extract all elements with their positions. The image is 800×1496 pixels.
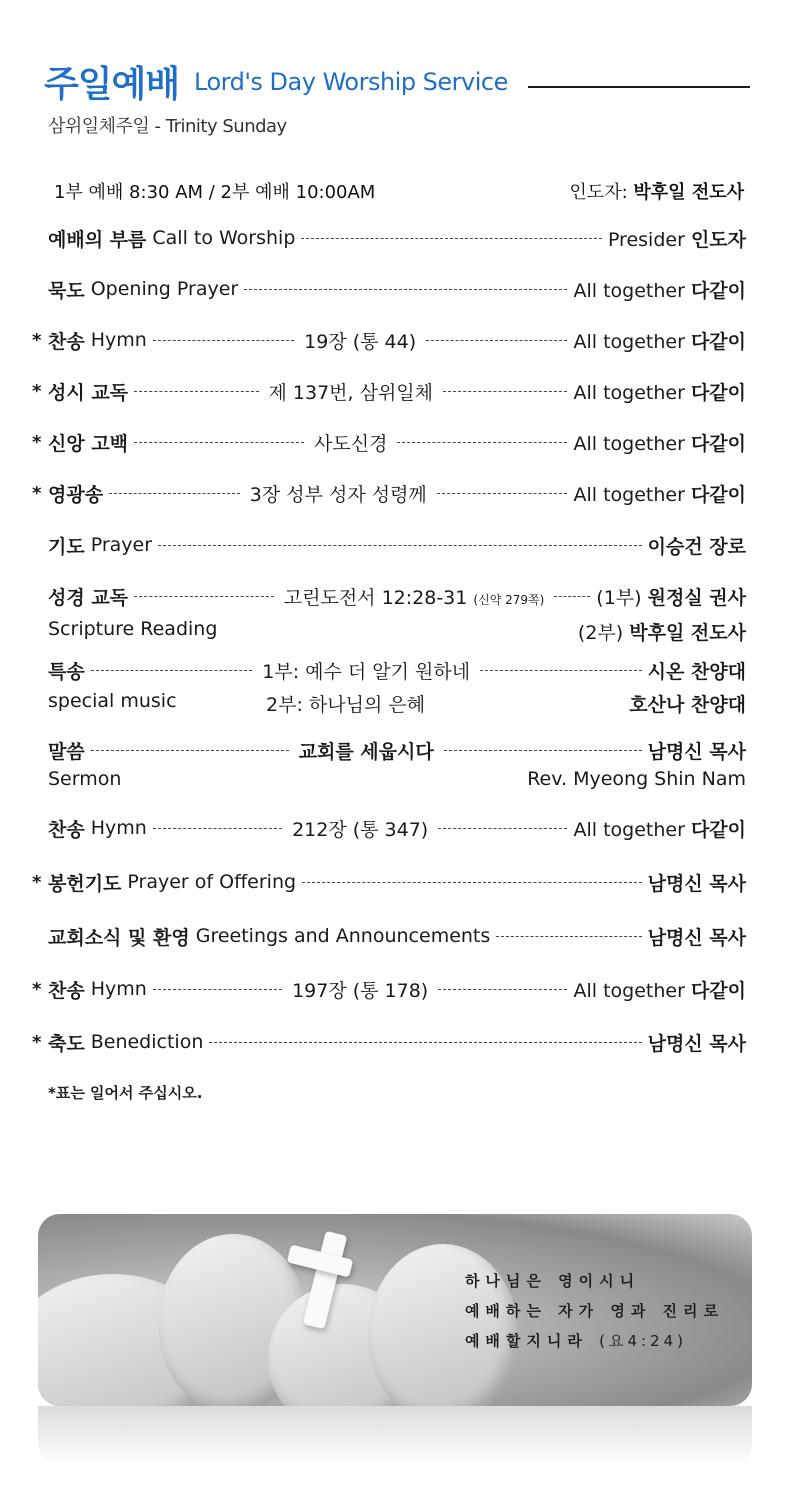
- participant-ko: 남명신 목사: [647, 872, 746, 895]
- leader-dashes: [554, 596, 590, 597]
- order-item-ko: 성경 교독: [48, 586, 129, 609]
- participant-en: All together: [573, 979, 685, 1002]
- scripture-en: Scripture Reading: [48, 618, 218, 640]
- participant-ko: 남명신 목사: [647, 1032, 746, 1055]
- order-item: [48, 868, 746, 896]
- participant-en: All together: [573, 432, 685, 455]
- order-item-en: Hymn: [90, 329, 147, 351]
- order-item: [48, 814, 746, 842]
- special-music-row: [48, 656, 746, 684]
- leader-dashes: [444, 750, 642, 751]
- participant-ko: 다같이: [690, 818, 746, 841]
- standing-mark: *: [32, 381, 42, 402]
- order-item-detail: 197장 (통 178): [292, 979, 429, 1002]
- standing-mark: *: [32, 979, 42, 1000]
- order-item: [48, 975, 746, 1003]
- leader-name: 박후일 전도사: [633, 182, 744, 203]
- leader-dashes: [209, 1042, 641, 1043]
- participant-ko: 인도자: [690, 228, 746, 251]
- order-item-participant: [648, 532, 746, 559]
- special-music-first: 1부: 예수 더 알기 원하네: [262, 660, 471, 683]
- order-item-detail: 제 137번, 삼위일체: [268, 381, 434, 404]
- sermon-row: [48, 736, 746, 764]
- participant-ko: 다같이: [690, 979, 746, 1002]
- participant-en: All together: [573, 279, 685, 302]
- order-item-detail: 3장 성부 성자 성령께: [249, 483, 427, 506]
- leader-dashes: [134, 596, 274, 597]
- order-item-participant: [573, 480, 746, 507]
- scripture-page-note: (신약 279쪽): [473, 592, 545, 607]
- page-title-english: Lord's Day Worship Service: [194, 68, 508, 96]
- order-item-ko: 축도: [48, 1032, 85, 1055]
- participant-ko: 다같이: [690, 381, 747, 404]
- order-item: [48, 224, 746, 252]
- leader-dashes: [153, 340, 294, 341]
- order-item-participant: [608, 225, 746, 252]
- standing-mark: *: [32, 872, 42, 893]
- preacher-ko: 남명신 목사: [647, 740, 747, 763]
- standing-mark: *: [32, 432, 42, 453]
- choir-2: 호산나 찬양대: [629, 694, 746, 716]
- order-item-participant: [573, 815, 746, 842]
- leader-dashes: [134, 391, 258, 392]
- scripture-reader-1: (1부) 원정실 권사: [596, 586, 746, 609]
- leader-dashes: [134, 442, 304, 443]
- participant-ko: 다같이: [690, 279, 746, 302]
- order-item: [48, 922, 746, 950]
- verse-reference: (요4:24): [599, 1332, 688, 1350]
- order-item-en: Benediction: [90, 1031, 204, 1053]
- order-item-participant: [573, 327, 746, 354]
- sermon-title: 교회를 세웁시다: [298, 740, 434, 763]
- order-item: [48, 377, 746, 405]
- order-item-en: Prayer of Offering: [127, 871, 297, 893]
- participant-en: All together: [573, 818, 685, 841]
- order-item-participant: [648, 923, 746, 950]
- special-music-row-2: [48, 690, 746, 716]
- photo-reflection: [38, 1406, 752, 1466]
- order-item-ko: 예배의 부름: [48, 228, 147, 251]
- order-item-en: Hymn: [90, 817, 147, 839]
- order-item: [48, 428, 746, 456]
- leader-label: 인도자:: [569, 182, 628, 203]
- order-item-ko: 묵도: [48, 279, 85, 302]
- order-item-en: Call to Worship: [152, 227, 296, 249]
- preacher-en: Rev. Myeong Shin Nam: [527, 768, 746, 790]
- order-item-ko: 기도: [48, 535, 85, 558]
- order-item-ko: 찬송: [48, 979, 85, 1002]
- bible-verse: [465, 1266, 724, 1356]
- standing-mark: *: [32, 483, 42, 504]
- order-item: [48, 531, 746, 559]
- leader-dashes: [397, 442, 567, 443]
- choir-1: 시온 찬양대: [647, 660, 747, 683]
- scripture-row-2: [48, 618, 746, 644]
- order-item-participant: [573, 976, 746, 1003]
- verse-line: 예배하는 자가 영과 진리로: [464, 1302, 724, 1320]
- service-times: 1부 예배 8:30 AM / 2부 예배 10:00AM: [54, 182, 376, 203]
- order-item-ko: 성시 교독: [48, 381, 129, 404]
- order-item: [48, 479, 746, 507]
- leader-dashes: [438, 828, 567, 829]
- leader-dashes: [153, 828, 282, 829]
- leader-dashes: [438, 989, 567, 990]
- participant-en: Presider: [607, 228, 685, 251]
- standing-note: *표는 일어서 주십시오.: [48, 1084, 203, 1102]
- order-item-ko: 봉헌기도: [48, 872, 122, 895]
- participant-en: All together: [573, 381, 685, 404]
- order-item-participant: [573, 429, 746, 456]
- order-item-detail: 212장 (통 347): [292, 818, 429, 841]
- order-item-ko: 교회소식 및 환영: [48, 926, 190, 949]
- order-item-en: Prayer: [90, 534, 153, 556]
- order-item-ko: 신앙 고백: [48, 432, 129, 455]
- scripture-passage: 고린도전서 12:28-31 (신약 279쪽): [283, 586, 545, 609]
- order-item-en: Greetings and Announcements: [195, 925, 491, 947]
- scripture-reader-2: (2부) 박후일 전도사: [577, 622, 746, 644]
- participant-ko: 이승건 장로: [647, 535, 746, 558]
- standing-mark: *: [32, 330, 42, 351]
- order-item-ko: 말씀: [48, 740, 85, 763]
- leader-dashes: [244, 289, 567, 290]
- standing-mark: *: [32, 1032, 42, 1053]
- leader-dashes: [426, 340, 567, 341]
- page-subtitle: 삼위일체주일 - Trinity Sunday: [48, 116, 287, 137]
- order-item-participant: [573, 378, 746, 405]
- leader-dashes: [480, 670, 642, 671]
- leader-dashes: [496, 936, 641, 937]
- order-item-ko: 영광송: [48, 483, 104, 506]
- participant-en: All together: [573, 330, 685, 353]
- order-item: [48, 275, 746, 303]
- order-item-ko: 찬송: [48, 818, 85, 841]
- order-item-participant: [573, 276, 746, 303]
- leader-dashes: [443, 391, 567, 392]
- order-item-detail: 19장 (통 44): [304, 330, 417, 353]
- order-item-detail: 사도신경: [314, 432, 388, 455]
- order-item: [48, 1028, 746, 1056]
- participant-ko: 다같이: [690, 483, 747, 506]
- leader-dashes: [302, 882, 642, 883]
- leader-dashes: [158, 545, 642, 546]
- order-item-ko: 찬송: [48, 330, 85, 353]
- participant-ko: 다같이: [690, 330, 746, 353]
- special-music-en: special music: [48, 690, 177, 712]
- order-item-ko: 특송: [48, 660, 85, 683]
- leader-dashes: [301, 238, 602, 239]
- page-title: 주일예배: [44, 64, 180, 105]
- sermon-en: Sermon: [48, 768, 122, 790]
- order-item-participant: [648, 1029, 746, 1056]
- verse-line: 하나님은 영이시니: [464, 1272, 641, 1290]
- leader-dashes: [91, 670, 253, 671]
- order-item-en: Hymn: [90, 978, 147, 1000]
- sermon-row-2: [48, 768, 746, 794]
- title-rule: [528, 86, 750, 88]
- order-item: [48, 326, 746, 354]
- leader-dashes: [109, 493, 240, 494]
- order-item-en: Opening Prayer: [90, 278, 239, 300]
- order-item-participant: [648, 869, 746, 896]
- header: [44, 56, 750, 104]
- participant-ko: 남명신 목사: [647, 926, 746, 949]
- participant-ko: 다같이: [690, 432, 747, 455]
- special-music-second: 2부: 하나님의 은혜: [266, 694, 426, 716]
- participant-en: All together: [573, 483, 685, 506]
- scripture-row: [48, 582, 746, 610]
- leader-dashes: [91, 750, 289, 751]
- hands-cross-photo: [38, 1214, 752, 1406]
- leader-dashes: [437, 493, 568, 494]
- verse-line: 예배할지니라 (요4:24): [464, 1332, 688, 1350]
- leader-dashes: [153, 989, 282, 990]
- leader: [569, 178, 744, 204]
